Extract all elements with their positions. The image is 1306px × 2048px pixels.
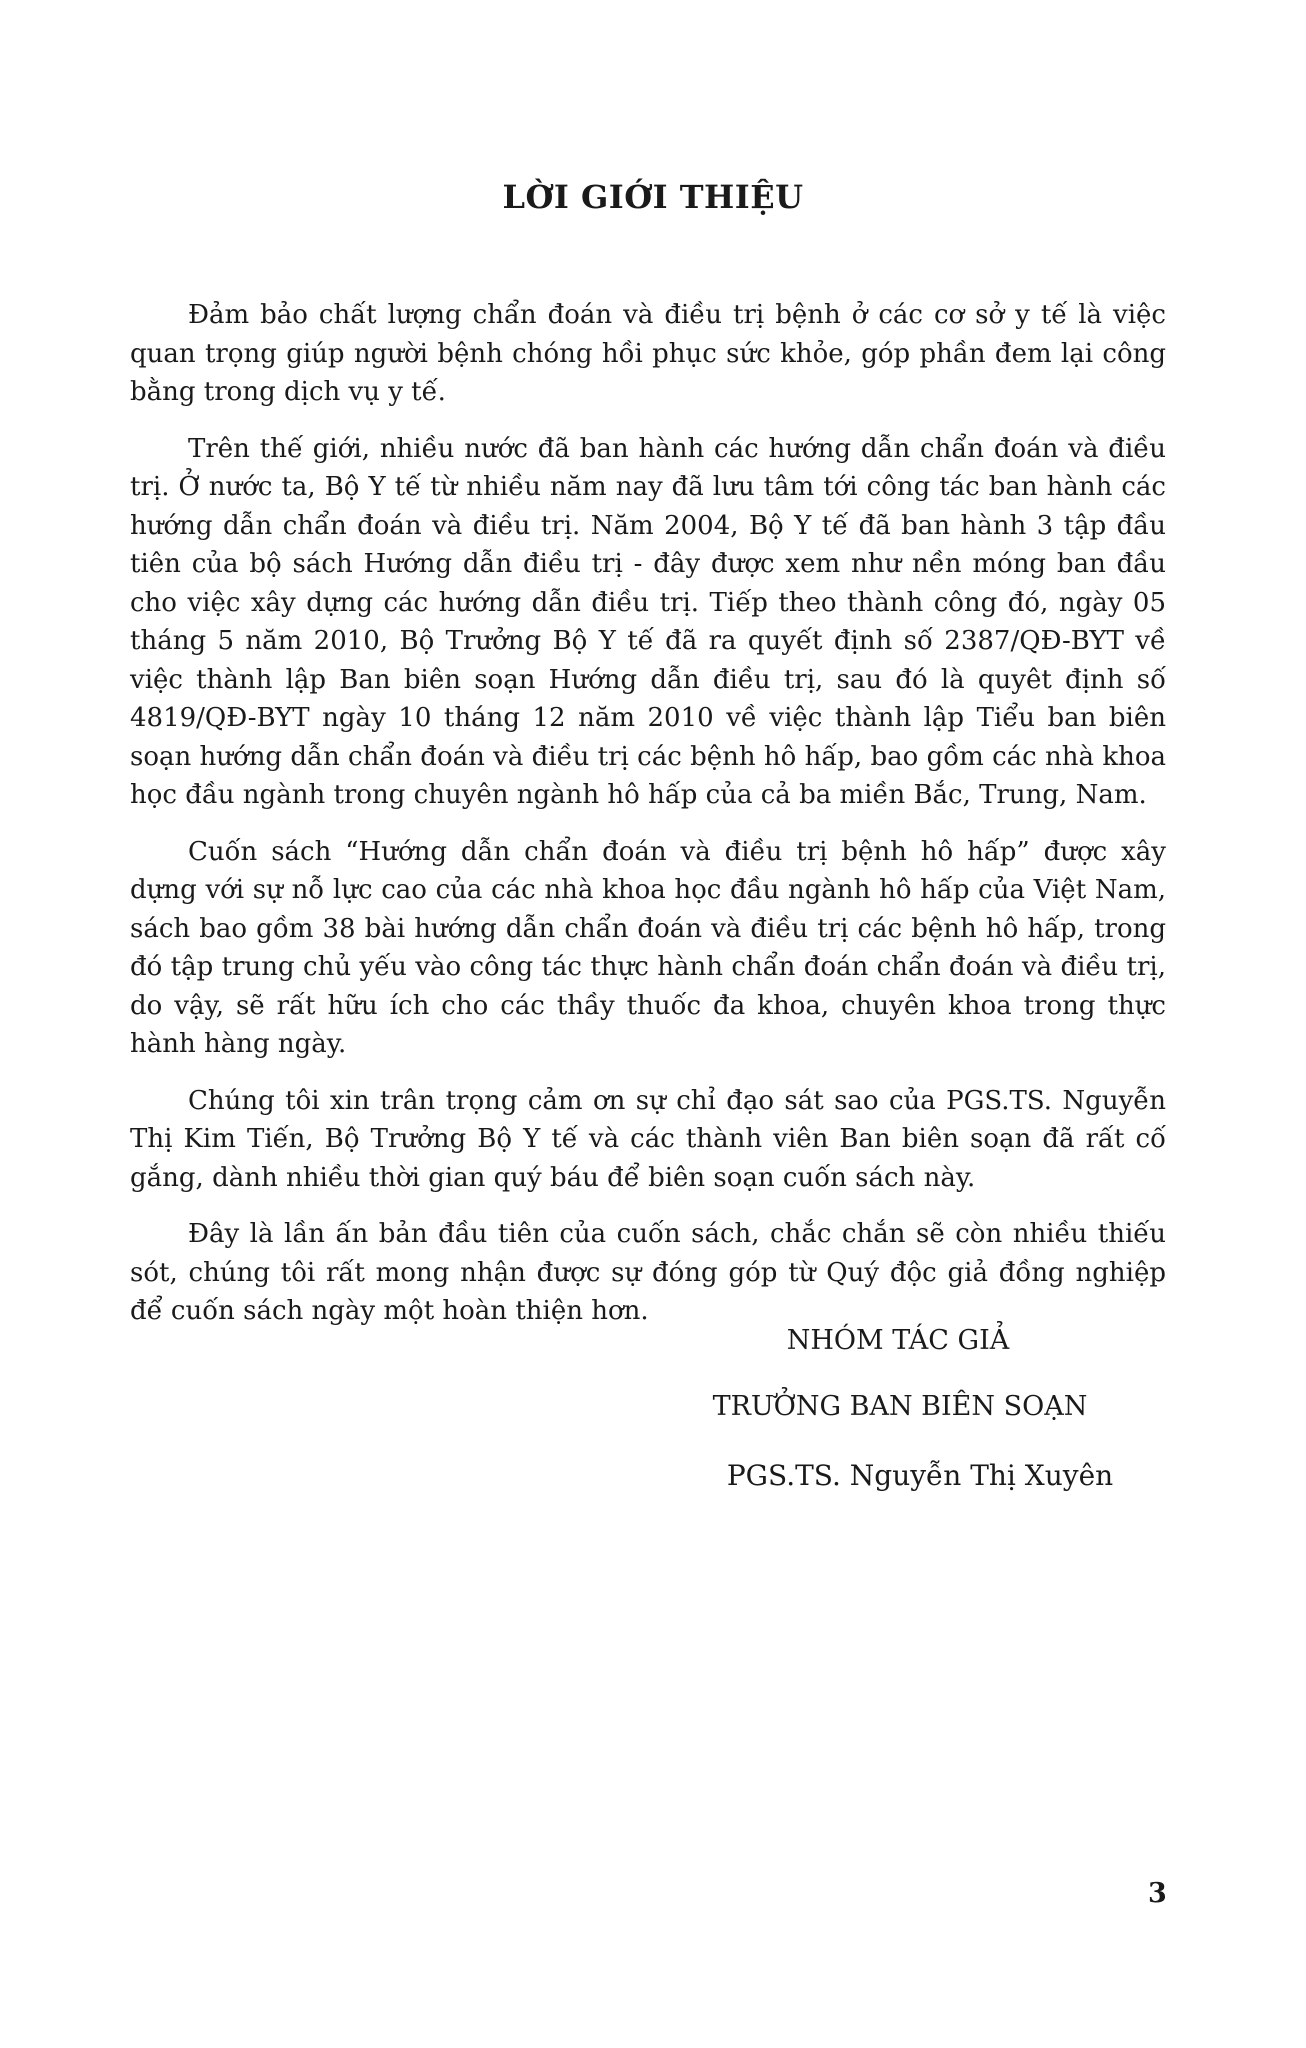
page-number: 3 [1148, 1878, 1167, 1909]
paragraph-4: Chúng tôi xin trân trọng cảm ơn sự chỉ đạo sát sao của PGS.TS. Nguyễn Thị Kim Tiến, Bộ Trưởng Bộ Y tế và các thành viên Ban biên soạn đã rất cố gắng, dành nhiều thời gian quý báu để biên soạn cuốn sách này. [130, 1085, 1166, 1193]
paragraph-5: Đây là lần ấn bản đầu tiên của cuốn sách, chắc chắn sẽ còn nhiều thiếu sót, chúng tôi rất mong nhận được sự đóng góp từ Quý độc giả đồng nghiệp để cuốn sách ngày một hoàn thiện hơn. [130, 1219, 1166, 1326]
signature-team: NHÓM TÁC GIẢ [786, 1325, 1010, 1356]
paragraph-3: Cuốn sách “Hướng dẫn chẩn đoán và điều trị bệnh hô hấp” được xây dựng với sự nỗ lực cao của các nhà khoa học đầu ngành hô hấp của Việt Nam, sách bao gồm 38 bài hướng dẫn chẩn đoán và điều trị các bệnh hô hấp, trong đó tập trung chủ yếu vào công tác thực hành chẩn đoán chẩn đoán và điều trị, do vậy, sẽ rất hữu ích cho các thầy thuốc đa khoa, chuyên khoa trong thực hành hàng ngày. [130, 836, 1166, 1059]
paragraph-1: Đảm bảo chất lượng chẩn đoán và điều trị bệnh ở các cơ sở y tế là việc quan trọng giúp người bệnh chóng hồi phục sức khỏe, góp phần đem lại công bằng trong dịch vụ y tế. [130, 300, 1166, 407]
signature-name: PGS.TS. Nguyễn Thị Xuyên [726, 1459, 1114, 1492]
signature-role: TRƯỞNG BAN BIÊN SOẠN [712, 1391, 1088, 1422]
document-body [130, 296, 1166, 1349]
page-title: LỜI GIỚI THIỆU [502, 178, 804, 216]
paragraph-2: Trên thế giới, nhiều nước đã ban hành các hướng dẫn chẩn đoán và điều trị. Ở nước ta, Bộ Y tế từ nhiều năm nay đã lưu tâm tới công tác ban hành các hướng dẫn chẩn đoán và điều trị. Năm 2004, Bộ Y tế đã ban hành 3 tập đầu tiên của bộ sách Hướng dẫn điều trị - đây được xem như nền móng ban đầu cho việc xây dựng các hướng dẫn điều trị. Tiếp theo thành công đó, ngày 05 tháng 5 năm 2010, Bộ Trưởng Bộ Y tế đã ra quyết định số 2387/QĐ-BYT về việc thành lập Ban biên soạn Hướng dẫn điều trị, sau đó là quyêt định số 4819/QĐ-BYT ngày 10 tháng 12 năm 2010 về việc thành lập Tiểu ban biên soạn hướng dẫn chẩn đoán và điều trị các bệnh hô hấp, bao gồm các nhà khoa học đầu ngành trong chuyên ngành hô hấp của cả ba miền Bắc, Trung, Nam. [130, 433, 1166, 810]
